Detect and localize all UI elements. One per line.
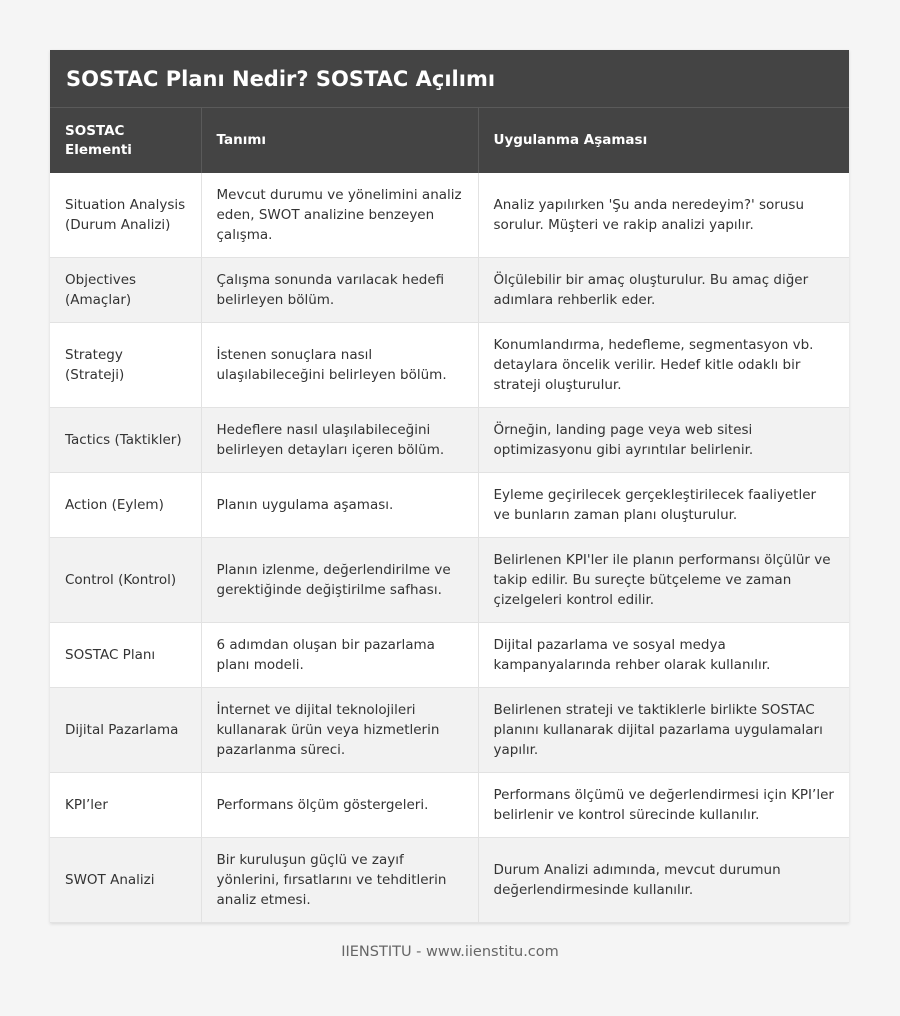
cell-element: Tactics (Taktikler) [50,408,201,473]
header-definition: Tanımı [201,108,478,173]
cell-definition: Planın izlenme, değerlendirilme ve gerektiğinde değiştirilme safhası. [201,538,478,623]
cell-stage: Eyleme geçirilecek gerçekleştirilecek faaliyetler ve bunların zaman planı oluşturulur. [478,473,849,538]
table-row [50,838,849,923]
cell-definition: Performans ölçüm göstergeleri. [201,773,478,838]
cell-element: Dijital Pazarlama [50,688,201,773]
table-row [50,623,849,688]
header-row [50,108,849,173]
cell-definition: Mevcut durumu ve yönelimini analiz eden, SWOT analizine benzeyen çalışma. [201,173,478,258]
cell-element: Situation Analysis (Durum Analizi) [50,173,201,258]
table-row [50,173,849,258]
cell-stage: Konumlandırma, hedefleme, segmentasyon vb. detaylara öncelik verilir. Hedef kitle odaklı bir strateji oluşturulur. [478,323,849,408]
cell-definition: 6 adımdan oluşan bir pazarlama planı modeli. [201,623,478,688]
table-row [50,258,849,323]
table-row [50,473,849,538]
header-stage: Uygulanma Aşaması [478,108,849,173]
table-row [50,538,849,623]
cell-element: Action (Eylem) [50,473,201,538]
table-row [50,688,849,773]
cell-definition: Planın uygulama aşaması. [201,473,478,538]
cell-element: SOSTAC Planı [50,623,201,688]
cell-definition: İstenen sonuçlara nasıl ulaşılabileceğini belirleyen bölüm. [201,323,478,408]
table-row [50,773,849,838]
cell-stage: Belirlenen strateji ve taktiklerle birlikte SOSTAC planını kullanarak dijital pazarlama uygulamaları yapılır. [478,688,849,773]
cell-stage: Ölçülebilir bir amaç oluşturulur. Bu amaç diğer adımlara rehberlik eder. [478,258,849,323]
header-element: SOSTAC Elementi [50,108,201,173]
cell-element: Control (Kontrol) [50,538,201,623]
cell-element: KPI’ler [50,773,201,838]
table-row [50,408,849,473]
cell-element: Strategy (Strateji) [50,323,201,408]
cell-stage: Belirlenen KPI'ler ile planın performansı ölçülür ve takip edilir. Bu surеçte bütçeleme ve zaman çizelgeleri kontrol edilir. [478,538,849,623]
cell-element: SWOT Analizi [50,838,201,923]
cell-stage: Performans ölçümü ve değerlendirmesi için KPI’ler belirlenir ve kontrol sürecinde kullanılır. [478,773,849,838]
cell-stage: Örneğin, landing page veya web sitesi optimizasyonu gibi ayrıntılar belirlenir. [478,408,849,473]
cell-stage: Dijital pazarlama ve sosyal medya kampanyalarında rehber olarak kullanılır. [478,623,849,688]
table-card [50,50,849,923]
sostac-table [50,108,849,923]
cell-definition: İnternet ve dijital teknolojileri kullanarak ürün veya hizmetlerin pazarlanma süreci. [201,688,478,773]
cell-definition: Çalışma sonunda varılacak hedefi belirleyen bölüm. [201,258,478,323]
cell-definition: Hedeflere nasıl ulaşılabileceğini belirleyen detayları içeren bölüm. [201,408,478,473]
cell-stage: Analiz yapılırken 'Şu anda neredeyim?' sorusu sorulur. Müşteri ve rakip analizi yapılır. [478,173,849,258]
cell-stage: Durum Analizi adımında, mevcut durumun değerlendirmesinde kullanılır. [478,838,849,923]
cell-definition: Bir kuruluşun güçlü ve zayıf yönlerini, fırsatlarını ve tehditlerin analiz etmesi. [201,838,478,923]
footer-credit: IIENSTITU - www.iienstitu.com [341,944,559,960]
cell-element: Objectives (Amaçlar) [50,258,201,323]
table-title: SOSTAC Planı Nedir? SOSTAC Açılımı [50,50,849,108]
table-row [50,323,849,408]
